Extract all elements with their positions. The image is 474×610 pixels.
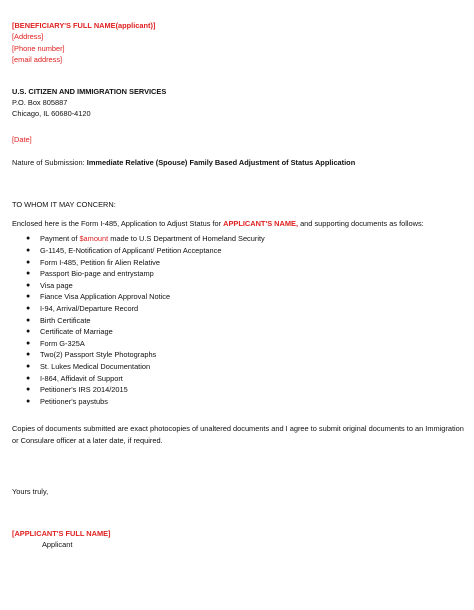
document-text: Petitioner's paystubs xyxy=(40,396,108,406)
document-text: I-864, Affidavit of Support xyxy=(40,373,123,383)
recipient-po-box: P.O. Box 805887 xyxy=(12,98,68,108)
list-item xyxy=(26,326,464,338)
bullet-icon: ● xyxy=(26,270,31,278)
list-item xyxy=(26,315,464,327)
bullet-icon: ● xyxy=(26,281,31,289)
bullet-icon: ● xyxy=(26,247,31,255)
document-text: St. Lukes Medical Documentation xyxy=(40,362,151,371)
document-text: G-1145, E-Notification of Applicant/ Petition Acceptance xyxy=(40,246,222,256)
list-item xyxy=(26,373,464,385)
bullet-icon: ● xyxy=(26,339,31,347)
bullet-icon: ● xyxy=(26,386,31,394)
date-placeholder: [Date] xyxy=(12,134,32,144)
salutation: TO WHOM IT MAY CONCERN: xyxy=(12,199,116,209)
signature-block xyxy=(12,528,464,551)
document-text-tail: made to U.S Department of Homeland Security xyxy=(108,234,265,244)
list-item xyxy=(26,257,464,269)
bullet-icon: ● xyxy=(26,293,31,301)
beneficiary-name-placeholder: [BENEFICIARY'S FULL NAME(applicant)] xyxy=(12,21,156,30)
submission-label: Nature of Submission: xyxy=(12,158,87,168)
phone-placeholder: [Phone number] xyxy=(12,43,65,53)
document-text: Passport Bio-page and entrystamp xyxy=(40,269,154,279)
list-item xyxy=(26,349,464,361)
submission-value: Immediate Relative (Spouse) Family Based Adjustment of Status Application xyxy=(86,158,356,168)
list-item xyxy=(26,384,464,396)
document-text: I-94, Arrival/Departure Record xyxy=(40,304,139,314)
list-item xyxy=(26,280,464,292)
signature-role: Applicant xyxy=(42,540,73,549)
list-item xyxy=(26,361,464,373)
list-item xyxy=(26,268,464,280)
document-text: Birth Certificate xyxy=(40,315,91,325)
list-item xyxy=(26,291,464,303)
bullet-icon: ● xyxy=(26,258,31,266)
bullet-icon: ● xyxy=(26,316,31,324)
intro-before: Enclosed here is the Form I-485, Application to Adjust Status for xyxy=(12,219,224,229)
list-item xyxy=(26,245,464,257)
bullet-icon: ● xyxy=(26,328,31,336)
bullet-icon: ● xyxy=(26,351,31,359)
sender-block xyxy=(12,20,464,66)
bullet-icon: ● xyxy=(26,397,31,405)
recipient-block xyxy=(12,86,464,120)
email-placeholder: [email address] xyxy=(12,55,63,65)
intro-paragraph xyxy=(12,218,464,229)
closing-phrase: Yours truly, xyxy=(12,487,49,497)
intro-after: and supporting documents as follows: xyxy=(298,219,424,229)
address-placeholder: [Address] xyxy=(12,32,44,42)
intro-applicant-placeholder: APPLICANT'S NAME, xyxy=(223,219,299,229)
bullet-icon: ● xyxy=(26,305,31,313)
bullet-icon: ● xyxy=(26,363,31,370)
recipient-city: Chicago, IL 60680-4120 xyxy=(12,109,91,119)
document-text: Visa page xyxy=(40,280,73,290)
recipient-org: U.S. CITIZEN AND IMMIGRATION SERVICES xyxy=(12,86,167,96)
closing-paragraph: Copies of documents submitted are exact photocopies of unaltered documents and I agree to submit original documents to an Immigration or Consulare officer at a later date, if required. xyxy=(12,424,464,445)
list-item xyxy=(26,396,464,408)
list-item xyxy=(26,338,464,350)
documents-list xyxy=(12,233,464,407)
bullet-icon: ● xyxy=(26,374,31,382)
document-text: Two(2) Passport Style Photographs xyxy=(40,350,157,360)
document-text: Form G-325A xyxy=(40,338,85,348)
submission-line xyxy=(12,157,464,168)
signature-name-placeholder: [APPLICANT'S FULL NAME] xyxy=(12,528,111,538)
list-item xyxy=(26,233,464,245)
document-text: Payment of xyxy=(40,234,80,244)
document-text: Petitioner's IRS 2014/2015 xyxy=(40,385,128,395)
list-item xyxy=(26,303,464,315)
amount-placeholder: $amount xyxy=(79,234,109,244)
bullet-icon: ● xyxy=(26,235,31,243)
document-text: Certificate of Marriage xyxy=(40,327,113,337)
document-text: Form I-485, Petition fir Alien Relative xyxy=(40,257,160,267)
document-text: Fiance Visa Application Approval Notice xyxy=(40,292,171,302)
